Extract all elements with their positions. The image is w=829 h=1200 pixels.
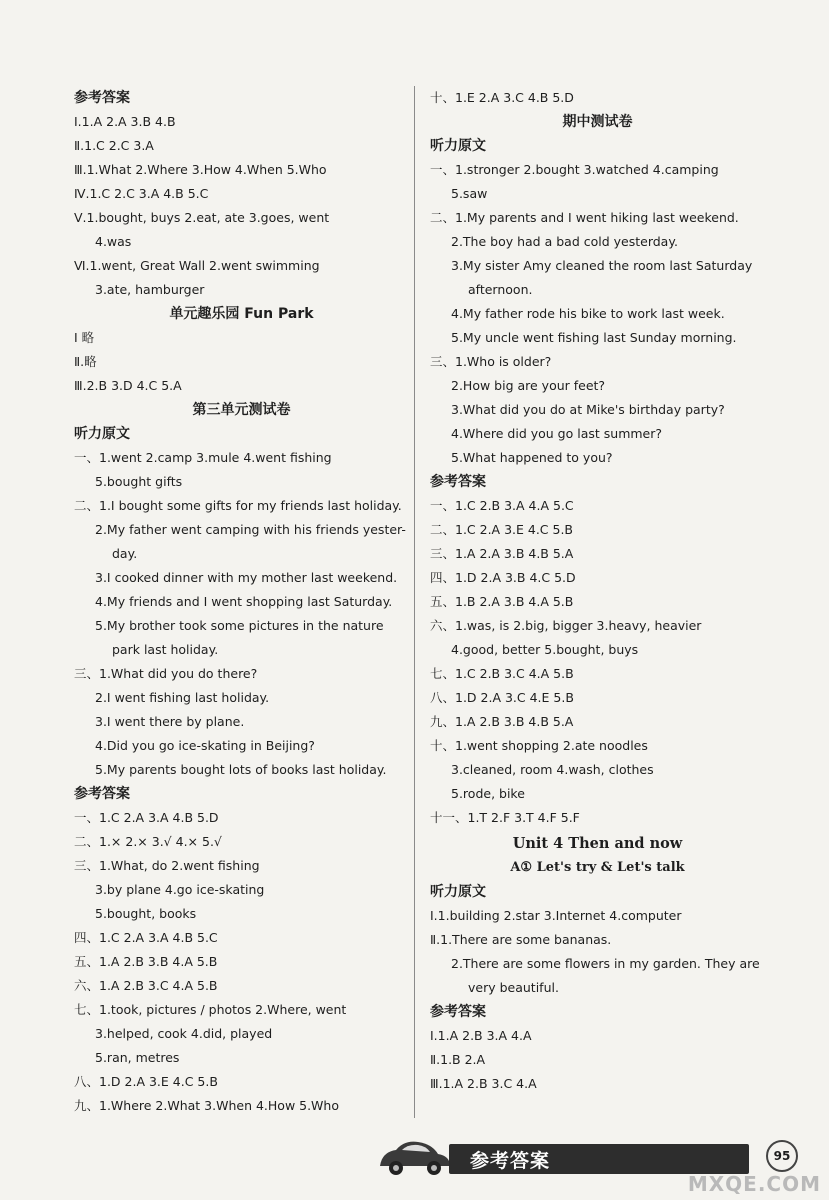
- text-line: 八、1.D 2.A 3.C 4.E 5.B: [430, 690, 574, 705]
- text-line: very beautiful.: [468, 980, 559, 995]
- text-line: afternoon.: [468, 282, 533, 297]
- text-line: A① Let's try & Let's talk: [510, 860, 685, 875]
- text-line: 3.What did you do at Mike's birthday party?: [451, 402, 725, 417]
- text-line: 5.What happened to you?: [451, 450, 613, 465]
- text-line: 2.I went fishing last holiday.: [95, 690, 270, 705]
- column-divider: [414, 86, 415, 1118]
- text-line: 3.I went there by plane.: [95, 714, 245, 729]
- text-line: Unit 4 Then and now: [512, 835, 683, 852]
- text-line: 一、1.C 2.B 3.A 4.A 5.C: [430, 498, 574, 513]
- text-line: 十、1.went shopping 2.ate noodles: [430, 738, 648, 753]
- text-line: 参考答案: [430, 474, 486, 490]
- text-line: 期中测试卷: [562, 114, 633, 130]
- text-line: Ⅰ 略: [74, 330, 95, 345]
- watermark: MXQE.COM: [687, 1172, 821, 1196]
- text-line: 4.Where did you go last summer?: [451, 426, 663, 441]
- text-line: 七、1.took, pictures / photos 2.Where, went: [74, 1002, 347, 1017]
- text-line: Ⅰ.1.building 2.star 3.Internet 4.computer: [430, 908, 682, 923]
- text-line: 单元趣乐园 Fun Park: [169, 306, 314, 322]
- text-line: day.: [112, 546, 138, 561]
- footer-label: 参考答案: [470, 1150, 551, 1172]
- text-line: 2.There are some flowers in my garden. They are: [451, 956, 760, 971]
- text-line: 九、1.Where 2.What 3.When 4.How 5.Who: [74, 1098, 339, 1113]
- text-line: 4.good, better 5.bought, buys: [451, 642, 639, 657]
- text-line: 5.My parents bought lots of books last holiday.: [95, 762, 387, 777]
- text-line: 5.ran, metres: [95, 1050, 180, 1065]
- text-line: 三、1.What, do 2.went fishing: [74, 858, 260, 873]
- text-line: 一、1.went 2.camp 3.mule 4.went fishing: [74, 450, 332, 465]
- text-line: Ⅲ.1.A 2.B 3.C 4.A: [430, 1076, 537, 1091]
- text-line: 六、1.A 2.B 3.C 4.A 5.B: [74, 978, 218, 993]
- text-line: Ⅰ.1.A 2.A 3.B 4.B: [74, 114, 176, 129]
- text-line: 五、1.B 2.A 3.B 4.A 5.B: [430, 594, 574, 609]
- text-line: Ⅱ.1.B 2.A: [430, 1052, 486, 1067]
- text-line: 3.helped, cook 4.did, played: [95, 1026, 273, 1041]
- text-line: Ⅲ.1.What 2.Where 3.How 4.When 5.Who: [74, 162, 327, 177]
- text-line: 5.rode, bike: [451, 786, 525, 801]
- text-line: 四、1.D 2.A 3.B 4.C 5.D: [430, 570, 576, 585]
- text-line: 七、1.C 2.B 3.C 4.A 5.B: [430, 666, 574, 681]
- text-line: 二、1.C 2.A 3.E 4.C 5.B: [430, 522, 574, 537]
- text-line: Ⅴ.1.bought, buys 2.eat, ate 3.goes, went: [74, 210, 330, 225]
- text-line: 二、1.My parents and I went hiking last weekend.: [430, 210, 739, 225]
- text-line: 一、1.C 2.A 3.A 4.B 5.D: [74, 810, 219, 825]
- text-line: 4.My friends and I went shopping last Saturday.: [95, 594, 393, 609]
- text-line: 三、1.Who is older?: [430, 354, 552, 369]
- text-line: 三、1.A 2.A 3.B 4.B 5.A: [430, 546, 574, 561]
- text-line: 参考答案: [74, 786, 130, 802]
- text-line: park last holiday.: [112, 642, 219, 657]
- text-line: 3.by plane 4.go ice-skating: [95, 882, 265, 897]
- text-line: 四、1.C 2.A 3.A 4.B 5.C: [74, 930, 218, 945]
- text-line: 5.My brother took some pictures in the nature: [95, 618, 384, 633]
- car-icon: [374, 1138, 454, 1178]
- text-line: 十一、1.T 2.F 3.T 4.F 5.F: [430, 810, 580, 825]
- text-line: 4.Did you go ice-skating in Beijing?: [95, 738, 315, 753]
- text-line: 三、1.What did you do there?: [74, 666, 258, 681]
- text-line: 5.My uncle went fishing last Sunday morning.: [451, 330, 737, 345]
- text-line: 听力原文: [430, 884, 486, 900]
- text-line: Ⅱ.1.C 2.C 3.A: [74, 138, 154, 153]
- text-line: 3.ate, hamburger: [95, 282, 205, 297]
- text-line: 一、1.stronger 2.bought 3.watched 4.camping: [430, 162, 719, 177]
- text-line: 4.was: [95, 234, 132, 249]
- text-line: 5.bought, books: [95, 906, 197, 921]
- text-line: Ⅵ.1.went, Great Wall 2.went swimming: [74, 258, 320, 273]
- text-line: 十、1.E 2.A 3.C 4.B 5.D: [430, 90, 574, 105]
- text-line: 5.bought gifts: [95, 474, 183, 489]
- text-line: Ⅲ.2.B 3.D 4.C 5.A: [74, 378, 182, 393]
- page-number: 95: [766, 1140, 798, 1172]
- text-line: 参考答案: [430, 1004, 486, 1020]
- text-line: 二、1.I bought some gifts for my friends last holiday.: [74, 498, 402, 513]
- text-line: 3.cleaned, room 4.wash, clothes: [451, 762, 654, 777]
- text-line: 2.The boy had a bad cold yesterday.: [451, 234, 678, 249]
- text-line: Ⅱ.略: [74, 354, 97, 369]
- text-line: 九、1.A 2.B 3.B 4.B 5.A: [430, 714, 574, 729]
- text-line: 六、1.was, is 2.big, bigger 3.heavy, heavier: [430, 618, 702, 633]
- text-line: 八、1.D 2.A 3.E 4.C 5.B: [74, 1074, 218, 1089]
- text-line: 听力原文: [74, 426, 130, 442]
- text-line: 二、1.× 2.× 3.√ 4.× 5.√: [74, 834, 222, 849]
- text-line: 第三单元测试卷: [192, 402, 291, 418]
- text-line: 3.I cooked dinner with my mother last weekend.: [95, 570, 398, 585]
- text-line: 4.My father rode his bike to work last week.: [451, 306, 725, 321]
- text-line: Ⅰ.1.A 2.B 3.A 4.A: [430, 1028, 532, 1043]
- text-line: 参考答案: [74, 90, 130, 106]
- text-line: 听力原文: [430, 138, 486, 154]
- text-line: 5.saw: [451, 186, 488, 201]
- text-line: Ⅳ.1.C 2.C 3.A 4.B 5.C: [74, 186, 209, 201]
- text-line: 2.How big are your feet?: [451, 378, 606, 393]
- text-line: 3.My sister Amy cleaned the room last Saturday: [451, 258, 753, 273]
- text-line: 五、1.A 2.B 3.B 4.A 5.B: [74, 954, 218, 969]
- text-line: 2.My father went camping with his friends yester-: [95, 522, 406, 537]
- text-line: Ⅱ.1.There are some bananas.: [430, 932, 612, 947]
